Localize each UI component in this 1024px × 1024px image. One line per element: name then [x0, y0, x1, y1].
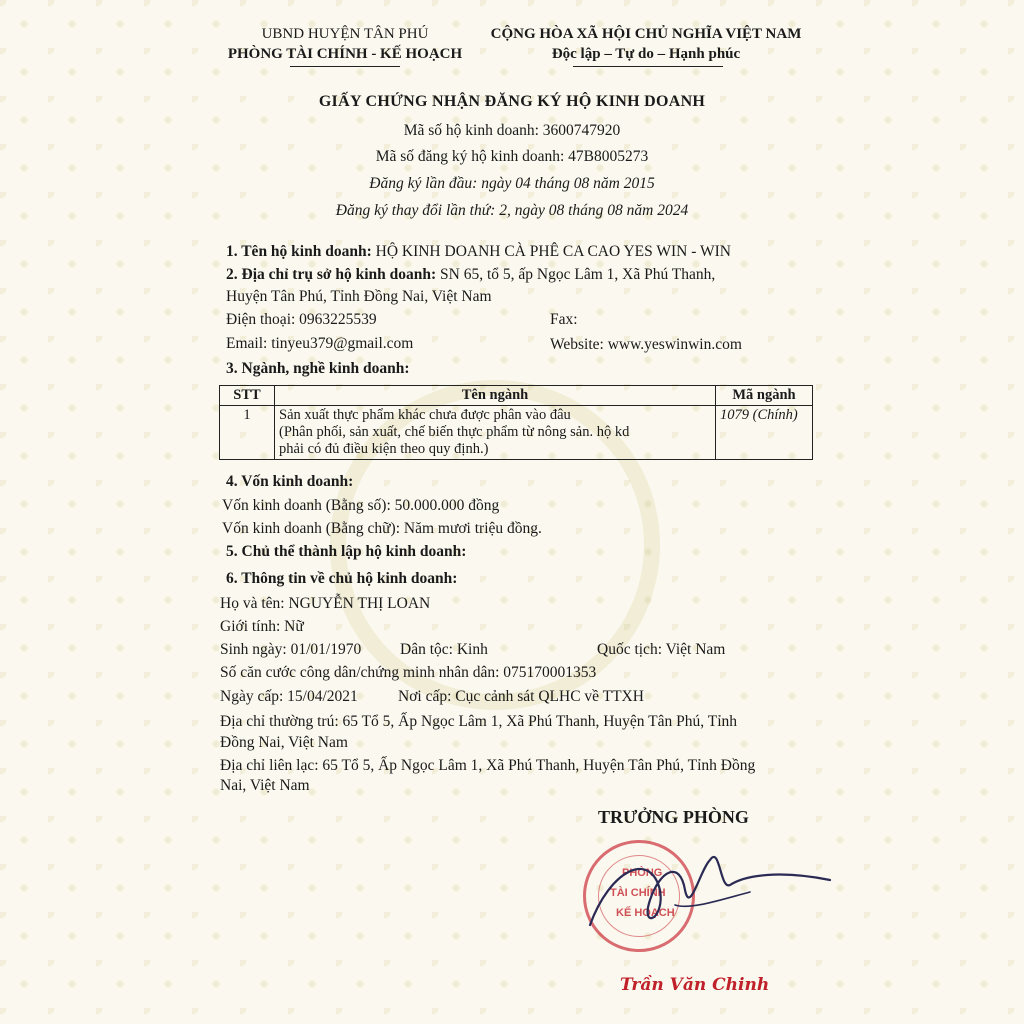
address-line	[226, 266, 715, 284]
owner-ethnicity: Dân tộc: Kinh	[400, 641, 488, 658]
founder-label: 5. Chủ thể thành lập hộ kinh doanh:	[226, 543, 467, 560]
header-code: Mã ngành	[716, 386, 813, 406]
header-name: Tên ngành	[275, 386, 716, 406]
phone: Điện thoại: 0963225539	[226, 311, 377, 328]
stamp-line2: TÀI CHÍNH	[610, 887, 666, 899]
website: Website: www.yeswinwin.com	[550, 336, 742, 353]
registration-code: Mã số đăng ký hộ kinh doanh: 47B8005273	[375, 148, 649, 165]
owner-dob: Sinh ngày: 01/01/1970	[220, 641, 362, 658]
owner-id-number: Số căn cước công dân/chứng minh nhân dân: 075170001353	[220, 664, 597, 681]
owner-gender: Giới tính: Nữ	[220, 618, 304, 635]
address-label: 2. Địa chỉ trụ sở hộ kinh doanh:	[226, 266, 437, 283]
first-registration-date: Đăng ký lần đầu: ngày 04 tháng 08 năm 2015	[369, 175, 655, 192]
capital-label: 4. Vốn kinh doanh:	[226, 473, 354, 490]
row-stt: 1	[220, 406, 275, 460]
handwritten-signature	[580, 830, 840, 950]
business-lines-label: 3. Ngành, nghề kinh doanh:	[226, 360, 410, 377]
issuer-underline	[290, 66, 400, 67]
business-name-line	[226, 243, 731, 261]
signer-title: TRƯỞNG PHÒNG	[598, 807, 749, 827]
owner-full-name: Họ và tên: NGUYỄN THỊ LOAN	[220, 595, 431, 612]
table-header-row	[220, 386, 813, 406]
address-value-line1: SN 65, tổ 5, ấp Ngọc Lâm 1, Xã Phú Thanh,	[436, 266, 716, 283]
owner-id-issue-place: Nơi cấp: Cục cảnh sát QLHC về TTXH	[398, 688, 644, 705]
signer-name: Trần Văn Chinh	[620, 975, 770, 995]
email: Email: tinyeu379@gmail.com	[226, 335, 414, 352]
business-code: Mã số hộ kinh doanh: 3600747920	[403, 122, 621, 139]
change-registration-date: Đăng ký thay đổi lần thứ: 2, ngày 08 tháng 08 năm 2024	[335, 202, 689, 219]
table-row	[220, 406, 813, 460]
capital-numeric: Vốn kinh doanh (Bằng số): 50.000.000 đồng	[222, 497, 500, 514]
business-lines-table	[219, 385, 813, 460]
document-title: GIẤY CHỨNG NHẬN ĐĂNG KÝ HỘ KINH DOANH	[318, 93, 706, 110]
business-name-value: HỘ KINH DOANH CÀ PHÊ CA CAO YES WIN - WIN	[371, 243, 731, 260]
row-name	[275, 406, 716, 460]
fax: Fax:	[550, 311, 578, 328]
stamp-line1: PHÒNG	[622, 867, 663, 879]
business-name-label: 1. Tên hộ kinh doanh:	[226, 243, 372, 260]
owner-info-label: 6. Thông tin về chủ hộ kinh doanh:	[226, 570, 458, 587]
issuer-department: PHÒNG TÀI CHÍNH - KẾ HOẠCH	[227, 46, 463, 62]
capital-words: Vốn kinh doanh (Bằng chữ): Năm mươi triệu đồng.	[222, 520, 542, 537]
owner-permanent-address-line2: Đồng Nai, Việt Nam	[220, 734, 348, 751]
row-code: 1079 (Chính)	[716, 406, 813, 460]
owner-nationality: Quốc tịch: Việt Nam	[597, 641, 726, 658]
row-name-line1: Sản xuất thực phẩm khác chưa được phân vào đâu	[279, 407, 571, 423]
motto-underline	[573, 66, 723, 67]
owner-contact-address-line2: Nai, Việt Nam	[220, 777, 310, 794]
national-title: CỘNG HÒA XÃ HỘI CHỦ NGHĨA VIỆT NAM	[490, 26, 802, 42]
address-value-line2: Huyện Tân Phú, Tỉnh Đồng Nai, Việt Nam	[226, 288, 492, 305]
owner-id-issue-date: Ngày cấp: 15/04/2021	[220, 688, 358, 705]
header-stt: STT	[220, 386, 275, 406]
row-name-line2: (Phân phối, sản xuất, chế biến thực phẩm từ nông sản. hộ kd	[279, 424, 630, 440]
owner-contact-address-line1: Địa chỉ liên lạc: 65 Tổ 5, Ấp Ngọc Lâm 1, Xã Phú Thanh, Huyện Tân Phú, Tỉnh Đồng	[220, 757, 756, 774]
stamp-line3: KẾ HOẠCH	[616, 907, 675, 919]
owner-permanent-address-line1: Địa chỉ thường trú: 65 Tổ 5, Ấp Ngọc Lâm 1, Xã Phú Thanh, Huyện Tân Phú, Tỉnh	[220, 713, 737, 730]
national-motto: Độc lập – Tự do – Hạnh phúc	[551, 46, 741, 62]
row-name-line3: phải có đủ điều kiện theo quy định.)	[279, 441, 489, 457]
issuer-name: UBND HUYỆN TÂN PHÚ	[261, 26, 429, 42]
